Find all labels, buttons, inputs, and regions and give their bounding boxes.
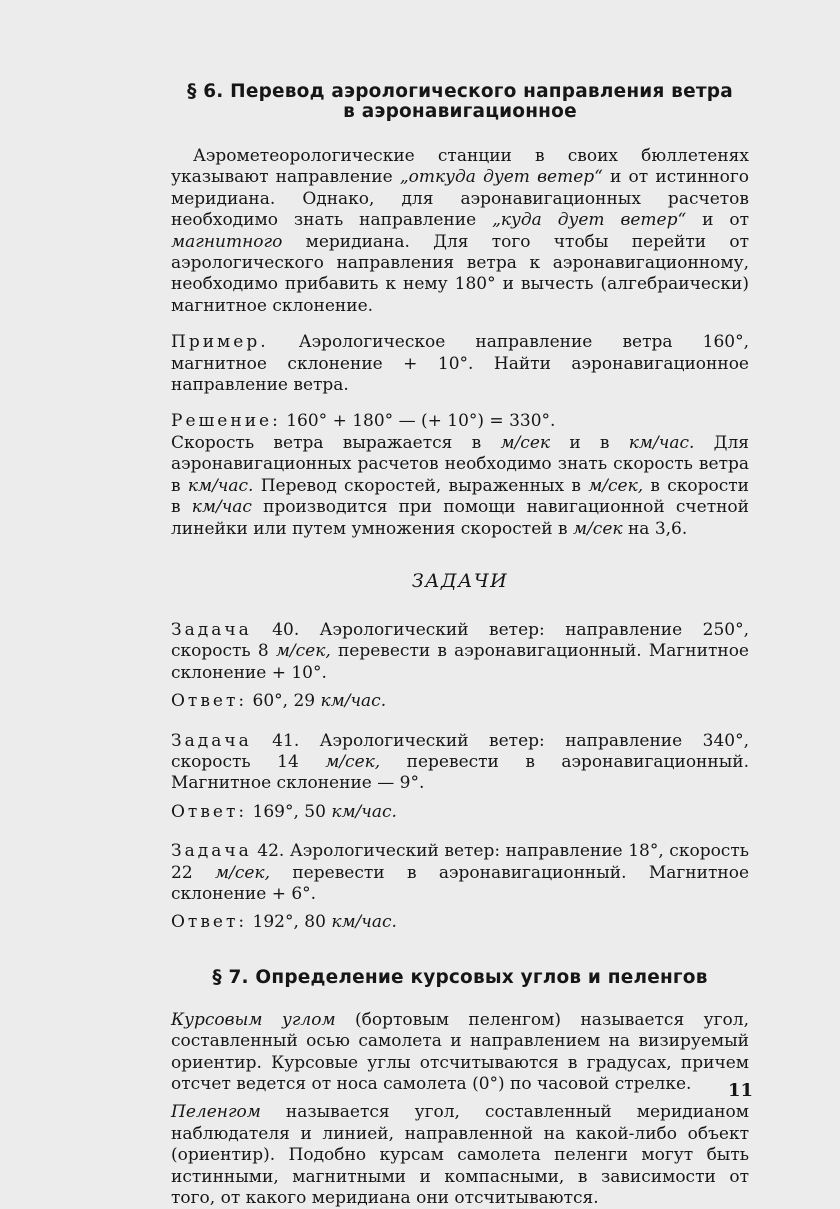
- task-41-label: Задача: [171, 730, 252, 751]
- example-paragraph: [171, 332, 749, 396]
- task-41-answer-label: Ответ:: [171, 801, 248, 822]
- task-42-answer: [171, 912, 749, 933]
- task-40-answer: [171, 691, 749, 712]
- speed-text-f: производится при помощи навигационной счетной линейки или путем умножения скоростей в: [171, 497, 749, 539]
- task-41-answer-unit: км/час.: [331, 801, 397, 822]
- task-40: [171, 620, 749, 713]
- speed-unit-3: км/час.: [187, 475, 254, 496]
- speed-unit-6: м/сек: [572, 518, 623, 539]
- task-40-unit: м/сек,: [275, 641, 331, 662]
- section-6-title-line2: в аэронавигационное: [343, 101, 577, 122]
- tasks-heading: ЗАДАЧИ: [411, 569, 509, 592]
- bearing-paragraph: [171, 1102, 749, 1209]
- task-42-answer-text: 192°, 80: [247, 912, 332, 933]
- speed-unit-2: км/час.: [628, 432, 695, 453]
- speed-text-e: в скорости в: [171, 475, 749, 518]
- intro-text-d: меридиана. Для того чтобы перейти от аэрологического направления ветра к аэронавигационному, необходимо прибавить к нему 180° и вычесть (алгебраически) магнитное склонение.: [171, 231, 749, 316]
- intro-phrase-from: „откуда дует ветер“: [399, 167, 603, 188]
- speed-text-c: Для аэронавигационных расчетов необходимо знать скорость ветра в: [171, 432, 749, 496]
- speed-paragraph: [171, 433, 749, 540]
- course-angle-paragraph: [171, 1010, 749, 1096]
- example-text: Аэрологическое направление ветра 160°, магнитное склонение + 10°. Найти аэронавигационное направление ветра.: [171, 332, 749, 396]
- speed-text-d: Перевод скоростей, выраженных в: [253, 475, 589, 496]
- intro-paragraph: [171, 146, 749, 317]
- intro-text-b: и от истинного меридиана. Однако, для аэронавигационных расчетов необходимо знать направление: [171, 167, 749, 231]
- task-41-text-b: перевести в аэронавигационный. Магнитное склонение — 9°.: [171, 751, 749, 794]
- speed-unit-1: м/сек: [500, 432, 551, 453]
- course-angle-term: Курсовым углом: [171, 1009, 336, 1030]
- bearing-term: Пеленгом: [171, 1102, 261, 1123]
- task-40-answer-text: 60°, 29: [247, 691, 321, 712]
- task-42-statement: [171, 841, 749, 905]
- task-40-answer-label: Ответ:: [171, 691, 248, 712]
- task-41-statement: [171, 731, 749, 795]
- task-41-answer: [171, 802, 749, 823]
- task-42-text-a: 42. Аэрологический ветер: направление 18°, скорость 22: [171, 841, 749, 883]
- task-42-text-b: перевести в аэронавигационный. Магнитное склонение + 6°.: [171, 862, 750, 904]
- task-40-text-b: перевести в аэронавигационный. Магнитное склонение + 10°.: [171, 641, 749, 683]
- intro-text-a: Аэрометеорологические станции в своих бюллетенях указывают направление: [171, 146, 749, 188]
- intro-phrase-magnetic: магнитного: [171, 231, 283, 252]
- task-40-label: Задача: [171, 619, 252, 640]
- task-42: [171, 841, 749, 934]
- intro-phrase-to: „куда дует ветер“: [492, 210, 687, 231]
- speed-text-a: Скорость ветра выражается в: [171, 432, 501, 453]
- solution-paragraph: [171, 411, 749, 432]
- task-40-answer-unit: км/час.: [320, 691, 387, 712]
- speed-text-b: и в: [550, 432, 629, 453]
- task-42-unit: м/сек,: [215, 862, 270, 883]
- solution-text: 160° + 180° — (+ 10°) = 330°.: [280, 411, 556, 432]
- task-40-text-a: 40. Аэрологический ветер: направление 250°, скорость 8: [171, 619, 749, 662]
- course-angle-text: (бортовым пеленгом) называется угол, составленный осью самолета и направлением на визируемый ориентир. Курсовые углы отсчитываются в градусах, причем отсчет ведется от носа самолета (0°) по часовой стрелке.: [171, 1009, 749, 1094]
- example-label: Пример.: [171, 332, 269, 353]
- task-41-text-a: 41. Аэрологический ветер: направление 340°, скорость 14: [171, 730, 749, 772]
- task-41: [171, 731, 749, 824]
- speed-text-g: на 3,6.: [622, 518, 688, 539]
- page-number: 11: [728, 1080, 754, 1101]
- task-41-unit: м/сек,: [325, 751, 381, 772]
- task-42-label: Задача: [171, 841, 252, 862]
- section-6-title: [171, 82, 749, 122]
- text-column: [171, 82, 749, 1209]
- bearing-text: называется угол, составленный меридианом наблюдателя и линией, направленной на какой-либо объект (ориентир). Подобно курсам самолета пеленги могут быть истинными, магнитными и компасными, в зависимости от того, от какого меридиана они отсчитываются.: [171, 1102, 749, 1209]
- speed-unit-5: км/час: [191, 497, 252, 518]
- task-41-answer-text: 169°, 50: [247, 801, 332, 822]
- section-6-title-line1: § 6. Перевод аэрологического направления ветра: [187, 81, 733, 102]
- task-40-statement: [171, 620, 749, 684]
- task-42-answer-label: Ответ:: [171, 912, 248, 933]
- speed-unit-4: м/сек,: [588, 475, 644, 496]
- intro-text-c: и от: [686, 210, 750, 231]
- section-7-title: § 7. Определение курсовых углов и пеленгов: [212, 966, 708, 988]
- task-42-answer-unit: км/час.: [331, 912, 397, 933]
- solution-label: Решение:: [171, 411, 281, 432]
